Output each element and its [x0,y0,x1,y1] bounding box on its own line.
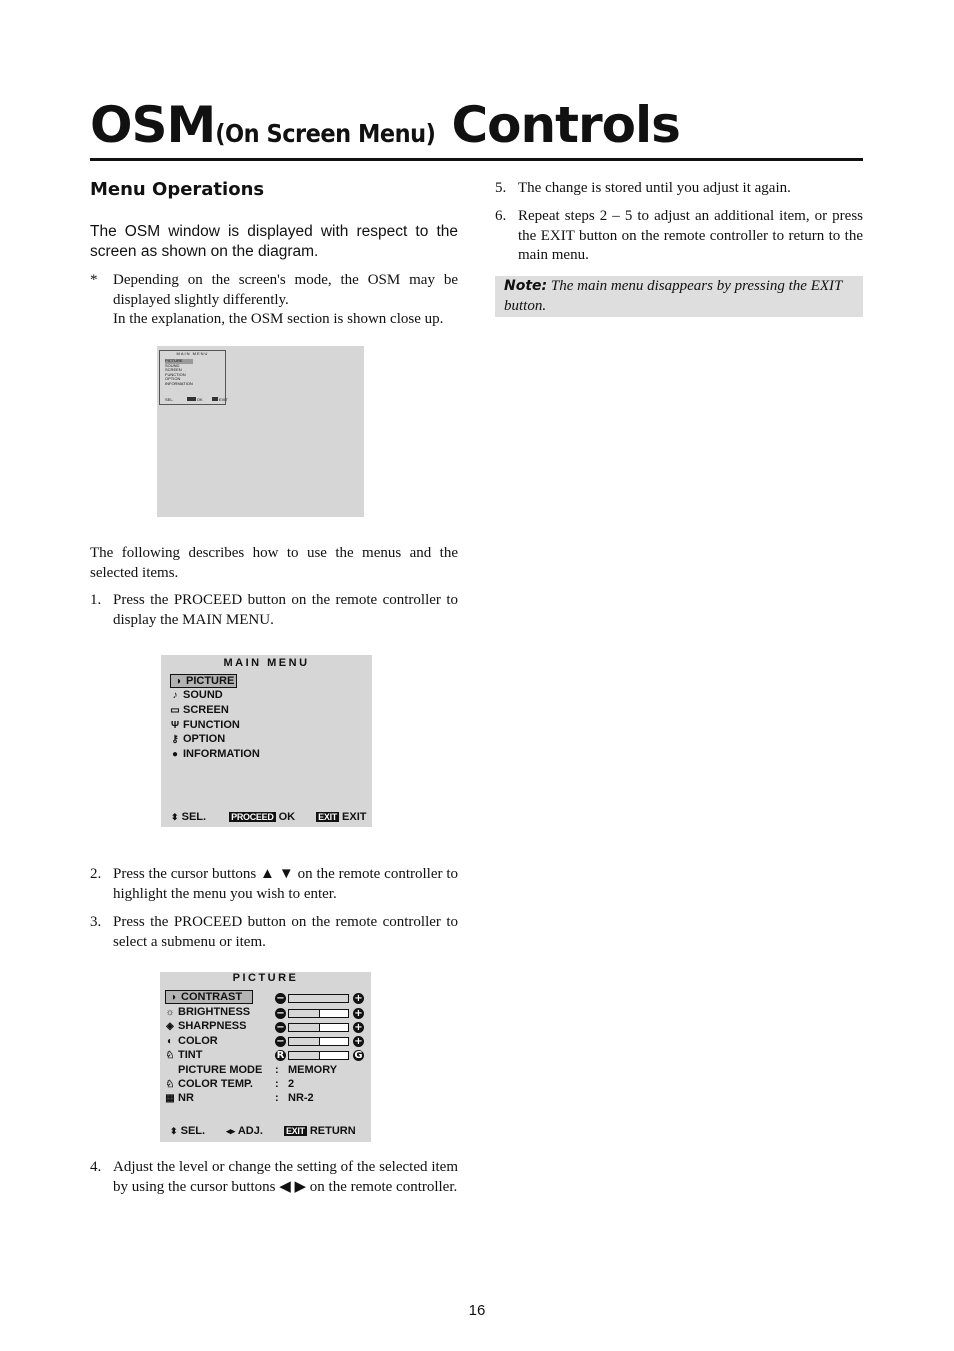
picture-menu-osd [160,972,371,1142]
updown-arrow-icon: ⬍ [171,812,179,822]
minus-icon[interactable]: − [276,1036,285,1047]
menu-item-information[interactable] [170,747,260,761]
sharpness-slider[interactable] [288,1023,349,1032]
step-5 [495,179,863,199]
tint-slider[interactable] [288,1051,349,1060]
title-controls: Controls [451,96,680,154]
green-icon[interactable]: G [354,1050,363,1061]
step-text: Press the PROCEED button on the remote controller to display the MAIN MENU. [113,592,458,628]
nr-icon: ▦ [165,1093,175,1104]
step-number: 3. [90,914,102,930]
title-subtitle: (On Screen Menu) [215,119,436,148]
step-number: 4. [90,1159,102,1175]
picture-item-sharpness[interactable] [165,1019,246,1033]
intro-paragraph: The following describes how to use the menus and the selected items. [90,545,458,581]
setting-separator: : [275,1064,279,1076]
note-box [495,276,863,317]
mini-osm-item: FUNCTION [165,371,186,377]
plus-icon[interactable]: + [354,993,363,1004]
bullet-note [90,271,458,331]
mini-osm-list [165,359,193,386]
red-icon[interactable]: R [276,1050,285,1061]
screen-diagram [157,346,364,517]
page-number: 16 [468,1302,486,1319]
title-rule [90,158,863,161]
proceed-key: PROCEED [231,812,274,822]
function-icon: Ψ [170,720,180,731]
menu-item-screen[interactable] [170,703,229,717]
picture-item-label: COLOR [178,1035,218,1047]
lead-paragraph: The OSM window is displayed with respect to the screen as shown on the diagram. [90,223,458,260]
brightness-icon: ☼ [165,1007,175,1018]
leftright-arrow-icon: ◂▸ [226,1126,236,1136]
picture-item-tint[interactable] [165,1048,202,1062]
slider-fill [289,995,349,1002]
menu-item-function[interactable] [170,718,240,732]
step-1 [90,591,458,631]
step-4 [90,1158,458,1218]
mini-osm-item: OPTION [165,376,181,381]
bullet-line1: Depending on the screen's mode, the OSM may be displayed slightly differently. [113,272,458,308]
sel-label: SEL. [180,1125,206,1137]
picture-icon: ◑ [174,676,182,687]
picture-item-picture-mode[interactable] [165,1063,262,1077]
slider-fill [289,1052,320,1059]
picture-item-label: PICTURE MODE [178,1064,263,1076]
picture-item-color[interactable] [165,1034,218,1048]
mini-osm-footer [165,397,228,403]
mini-osm-item: PICTURE [165,359,193,364]
picture-item-label: NR [178,1092,194,1104]
picture-item-color-temp[interactable] [165,1077,253,1091]
plus-icon[interactable]: + [354,1022,363,1033]
mini-proceed-key [187,397,196,401]
menu-item-label: FUNCTION [183,719,240,731]
bullet-line2: In the explanation, the OSM section is shown close up. [113,311,444,327]
information-icon: ● [171,749,179,760]
sound-icon: ♪ [172,690,178,701]
step-6 [495,207,863,267]
mini-osm-item: SCREEN [165,367,182,372]
minus-icon[interactable]: − [276,1008,285,1019]
menu-item-label: SCREEN [183,704,229,716]
sel-label: SEL. [181,811,207,823]
updown-arrow-icon: ⬍ [170,1126,178,1136]
step-number: 1. [90,592,102,608]
mini-exit-key [212,397,218,401]
color-temp-icon: ♘ [165,1079,175,1090]
plus-icon[interactable]: + [354,1008,363,1019]
picture-item-nr[interactable] [165,1091,194,1105]
mini-osm-window [159,350,226,405]
section-heading: Menu Operations [90,179,265,200]
mini-osm-ok: OK [196,397,203,402]
slider-fill [289,1038,320,1045]
mini-osm-item: SOUND [165,362,180,368]
minus-icon[interactable]: − [276,993,285,1004]
picture-mode-value: MEMORY [288,1064,338,1076]
nr-value: NR-2 [288,1092,314,1104]
return-label: RETURN [309,1125,356,1137]
screen-icon: ▭ [170,705,180,716]
menu-item-option[interactable] [170,732,225,746]
option-icon: ⚷ [171,734,179,745]
picture-menu-title: PICTURE [232,972,299,984]
title-osm: OSM [90,96,216,154]
picture-item-label: BRIGHTNESS [178,1006,251,1018]
bullet-mark: * [90,272,98,288]
menu-item-label: PICTURE [186,675,235,687]
picture-item-brightness[interactable] [165,1005,250,1019]
menu-item-sound[interactable] [170,688,223,702]
sharpness-icon: ◈ [166,1021,174,1032]
menu-item-picture-highlight [170,674,237,688]
color-temp-value: 2 [288,1078,295,1090]
step-number: 5. [495,180,507,196]
note-content [504,277,856,316]
main-menu-title: MAIN MENU [223,657,310,669]
menu-item-label: SOUND [183,689,223,701]
menu-item-label: INFORMATION [183,748,260,760]
menu-item-label: OPTION [183,733,226,745]
step-text: Press the PROCEED button on the remote controller to select a submenu or item. [113,914,458,950]
picture-menu-footer [170,1124,356,1138]
step-text: Press the cursor buttons ▲ ▼ on the remote controller to highlight the menu you wish to enter. [113,866,458,902]
exit-label: EXIT [342,811,367,823]
color-icon: ◐ [166,1036,174,1047]
note-text: The main menu disappears by pressing the EXIT button. [504,278,843,314]
picture-item-highlight [165,990,253,1004]
menu-item-picture[interactable] [170,674,237,688]
note-label: Note: [504,278,548,294]
step-text: Adjust the level or change the setting of the selected item by using the cursor buttons ◀ ▶ on the remote controller. [113,1159,458,1195]
main-menu-osd [161,655,372,827]
plus-icon[interactable]: + [354,1036,363,1047]
contrast-slider[interactable] [288,994,349,1003]
picture-item-label: CONTRAST [181,991,243,1003]
tint-icon: ♘ [165,1050,175,1061]
mini-osm-item: INFORMATION [165,380,193,386]
step-number: 6. [495,208,507,224]
mini-osm-exit: EXIT [218,397,228,402]
step-text: Repeat steps 2 – 5 to adjust an additional item, or press the EXIT button on the remote controller to return to the main menu. [518,208,863,263]
color-slider[interactable] [288,1037,349,1046]
main-menu-footer [171,810,367,824]
mini-osm-sel: SEL. [165,397,174,402]
setting-separator: : [275,1078,279,1090]
brightness-slider[interactable] [288,1009,349,1018]
mini-osm-title: MAIN MENU [176,351,209,356]
step-text: The change is stored until you adjust it again. [518,180,791,196]
step-3 [90,913,458,953]
picture-item-label: SHARPNESS [178,1020,247,1032]
minus-icon[interactable]: − [276,1022,285,1033]
contrast-icon: ◑ [169,992,177,1003]
picture-item-label: TINT [178,1049,203,1061]
adj-label: ADJ. [237,1125,263,1137]
page-title [90,96,680,154]
exit-key: EXIT [285,1126,305,1136]
exit-key: EXIT [318,812,337,822]
slider-fill [289,1010,320,1017]
picture-item-contrast[interactable] [165,990,253,1004]
ok-label: OK [278,811,296,823]
step-number: 2. [90,866,102,882]
setting-separator: : [275,1092,279,1104]
slider-fill [289,1024,320,1031]
picture-item-label: COLOR TEMP. [178,1078,253,1090]
step-2 [90,865,458,905]
